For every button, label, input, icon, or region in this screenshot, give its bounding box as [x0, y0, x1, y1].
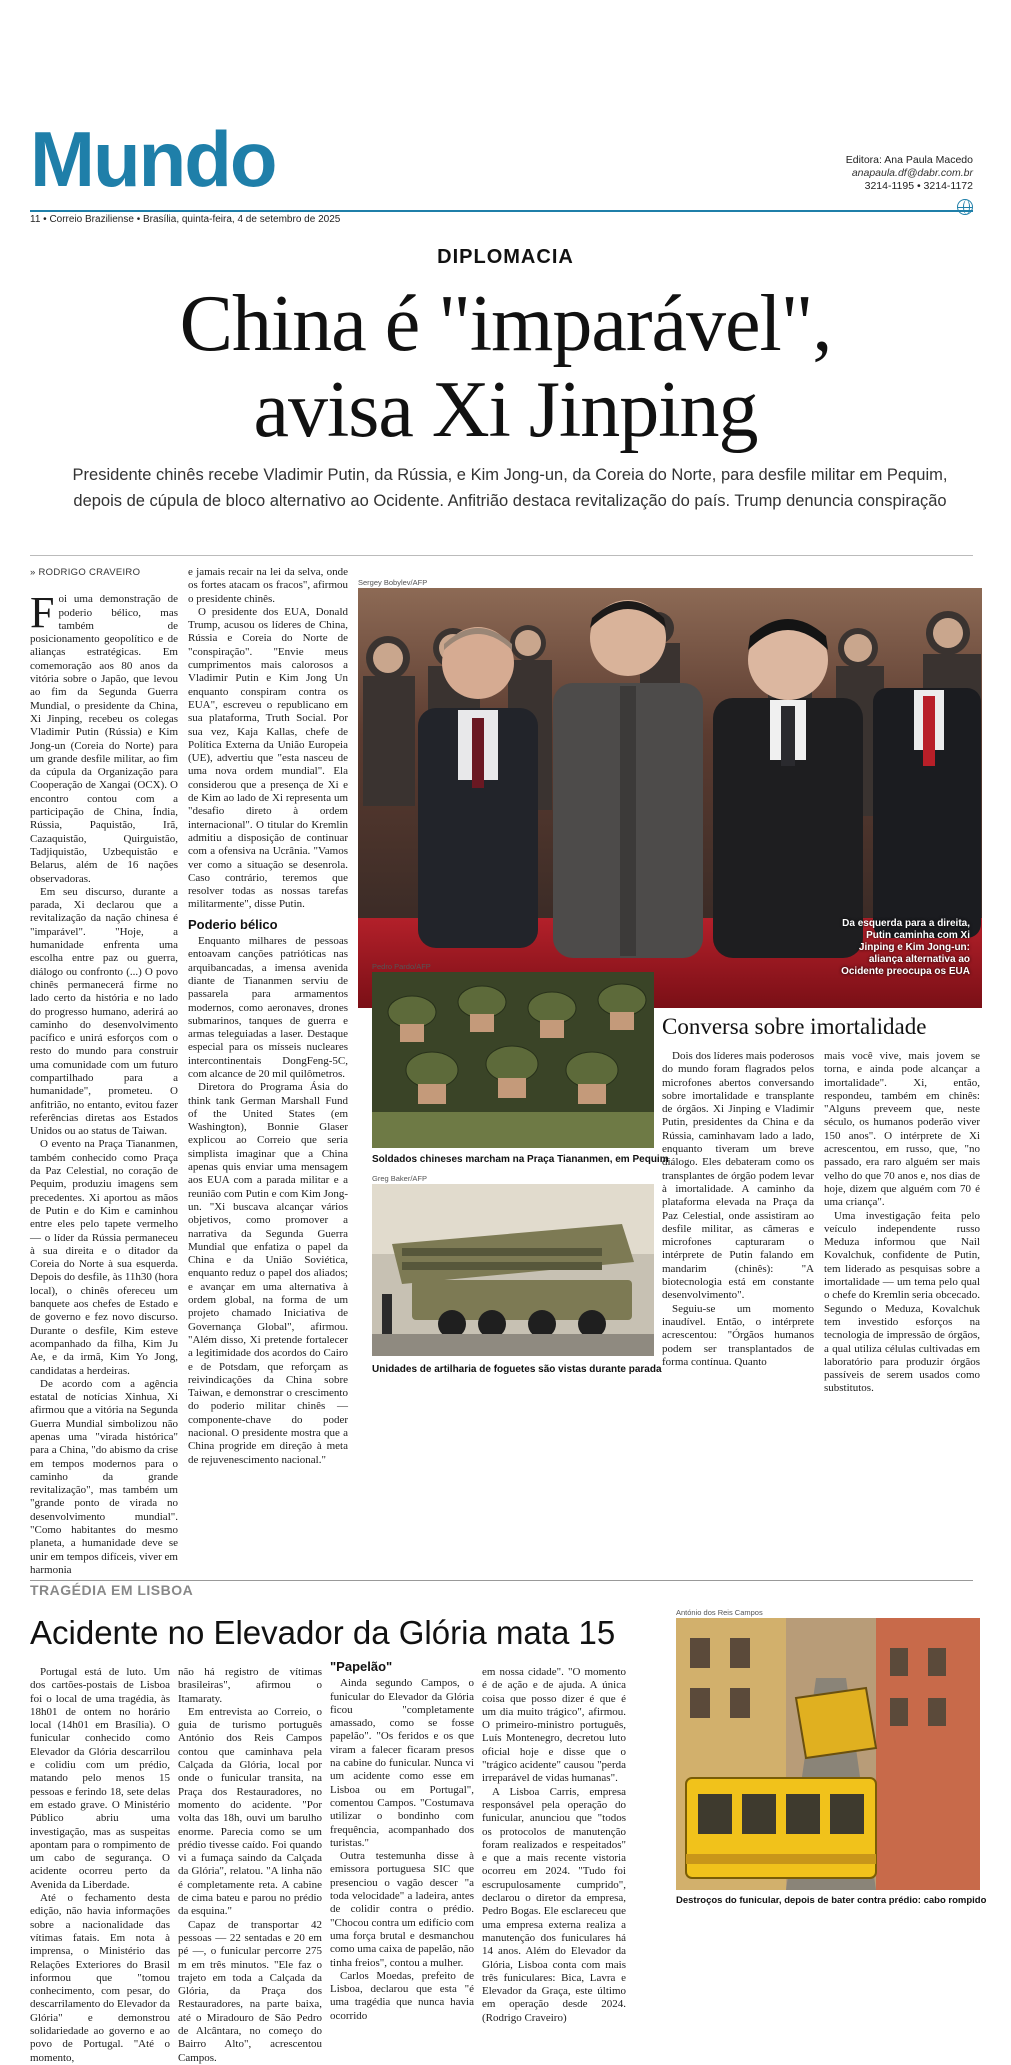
artillery-image: [372, 1184, 654, 1356]
headline: [0, 280, 1011, 454]
byline: » RODRIGO CRAVEIRO: [30, 567, 141, 578]
deck-line2: depois de cúpula de bloco alternativo ao Ocidente. Anfitrião destaca revitalização do país. Trump denuncia conspiração: [73, 492, 947, 510]
headline-line1: China é "imparável",: [179, 280, 832, 368]
paragraph: De acordo com a agência estatal de notícias Xinhua, Xi afirmou que a vitória na Segunda Guerra Mundial simbolizou não apenas uma "virada histórica" para a China, "do abismo da crise em tempos modernos para o caminho da grande revitalização", mas também um "grande ponto de virada no desenvolvimento mundial". "Como habitantes do mesmo planeta, a humanidade deve se unir em tempos difíceis, viver em harmonia: [30, 1377, 178, 1576]
paragraph: Foi uma demonstração de poderio bélico, mas também de posicionamento geopolítico e de alianças estratégicas. Em comemoração aos 80 anos da vitória sobre o Japão, que levou ao fim da Segunda Guerra Mundial, o presidente da China, Xi Jinping, recebeu os colegas Vladimir Putin (Rússia) e Kim Jong-un (Coreia do Norte) para um grande desfile militar, ao fim da cúpula da Organização para Cooperação de Xangai (OCX). O encontro contou com a participação de China, Índia, Rússia, Paquistão, Irã, Cazaquistão, Quirguistão, Tadjiquistão, Uzbequistão e Belarus, além de 16 nações observadoras.: [30, 588, 178, 885]
dateline: 11 • Correio Braziliense • Brasília, quinta-feira, 4 de setembro de 2025: [30, 214, 341, 225]
paragraph: Portugal está de luto. Um dos cartões-postais de Lisboa foi o local de uma tragédia, às 18h01 de ontem no horário local (14h01 em Brasília). O funicular conhecido como Elevador da Glória descarrilou e colidiu com um prédio, matando pelo menos 15 pessoas e ferindo 18, sete delas em estado grave. O Ministério Público abriu uma investigação, mas as suspeitas apontam para o rompimento de um cabo de segurança. O acidente ocorreu perto da Avenida da Liberdade.: [30, 1666, 170, 1891]
artillery-caption: Unidades de artilharia de foguetes são vistas durante parada: [372, 1364, 662, 1375]
kicker: DIPLOMACIA: [437, 246, 574, 268]
paragraph: Até o fechamento desta edição, não havia informações sobre a nacionalidade das vítimas fatais. Em nota à imprensa, o Ministério das Relações Exteriores do Brasil informou que "tomou conhecimento, com pesar, do descarrilamento do Elevador da Glória" e demonstrou solidariedade ao governo e ao povo de Portugal. "Até o momento,: [30, 1892, 170, 2064]
deck-line1: Presidente chinês recebe Vladimir Putin, da Rússia, e Kim Jong-un, da Coreia do Norte, para desfile militar em Pequim,: [72, 466, 948, 484]
section-label: TRAGÉDIA EM LISBOA: [30, 1582, 201, 1598]
article-column-1: [30, 566, 178, 1577]
editor-email[interactable]: anapaula.df@dabr.com.br: [851, 167, 973, 179]
drop-cap: F: [30, 588, 55, 638]
deck-rule: [30, 555, 973, 556]
caption-line: Da esquerda para a direita,: [842, 918, 970, 929]
paragraph: Ainda segundo Campos, o funicular do Elevador da Glória ficou "completamente amassado, como se fosse papelão". "Os feridos e os que viram a falecer ficaram presos na cabine do funicular. Nunca vi um acidente como esse em Lisboa ou em Portugal", comentou Campos. "Costumava utilizar o bondinho com frequência, acompanhado dos turistas.": [330, 1677, 474, 1849]
subhead-poderio: Poderio bélico: [188, 916, 278, 932]
caption-line: aliança alternativa ao: [868, 954, 970, 965]
artillery-photo-credit: Greg Baker/AFP: [372, 1174, 428, 1183]
caption-line: Putin caminha com Xi: [866, 930, 970, 941]
paragraph: Dois dos líderes mais poderosos do mundo foram flagrados pelos microfones abertos conversando sobre imortalidade e transplante de órgãos. Xi Jinping e Vladimir Putin, presidentes da China e da Rússia, caminhavam lado a lado, enquanto tiveram um breve diálogo. Eles debateram como os transplantes de órgão podem levar à imortalidade. A caminho da plataforma elevada na Praça da Paz Celestial, onde assistiram ao desfile militar, as câmeras e microfones capturaram o intérprete de Putin falando em mandarim (chinês): "A biotecnologia está em constante desenvolvimento".: [662, 1050, 814, 1302]
side-column-b: [824, 1050, 980, 1396]
lisboa-headline: Acidente no Elevador da Glória mata 15: [30, 1614, 616, 1651]
paragraph: mais você vive, mais jovem se torna, e ainda pode alcançar a imortalidade". Xi, então, respondeu, também em chinês: "Alguns preveem que, neste século, os humanos poderão viver 150 anos". O intérprete de Xi acrescentou, em russo, que, "no passado, era raro alguém ser mais velho do que 70 anos e, nos dias de hoje, dizem que alguém com 70 é uma criança".: [824, 1050, 980, 1209]
soldiers-photo-credit: Pedro Pardo/AFP: [372, 962, 431, 971]
lisboa-photo-credit: António dos Reis Campos: [676, 1608, 763, 1617]
paragraph: Diretora do Programa Ásia do think tank German Marshall Fund of the United States (em Washington), Bonnie Glaser explicou ao Correio que seria simplista imaginar que a China apenas quis enviar uma mensagem aos EUA com a parada militar e a reunião com Putin e com Kim Jong-un. "Xi buscava alcançar vários objetivos, como promover a narrativa da Segunda Guerra Mundial que enfatiza o papel da China e da União Soviética, enquanto reduz o papel dos aliados; e avançar em uma alternativa à ordem global, na forma de um projeto chamado Iniciativa de Governança Global", afirmou. "Além disso, Xi pretende fortalecer a legitimidade dos acordos do Cairo e de Potsdam, que reforçam as reivindicações da China sobre Taiwan, e demonstrar o crescimento do poderio militar chinês — componente-chave do poder nacional. O presidente mostra que a China progride em direção à meta de rejuvenescimento nacional.": [188, 1081, 348, 1466]
paragraph: Uma investigação feita pelo veículo independente russo Meduza informou que Nail Kovalchuk, confidente de Putin, tem liderado as pesquisas sobre a imortalidade — um tema pelo qual o chefe do Kremlin seria obcecado. Segundo o Meduza, Kovalchuk tem investido esforços na tecnologia de impressão de órgãos, a qual utiliza células cultivadas em laboratório para produzir órgãos passíveis de serem usados como substitutos.: [824, 1209, 980, 1395]
paragraph: e jamais recair na lei da selva, onde os fortes atacam os fracos", afirmou o presidente chinês.: [188, 566, 348, 605]
article-column-2: [188, 566, 348, 1467]
soldiers-image: [372, 972, 654, 1148]
paragraph: Outra testemunha disse à emissora portuguesa SIC que presenciou o vagão descer "a toda velocidade" a ladeira, antes de colidir contra o prédio. "Chocou contra um edifício com uma força brutal e desmanchou como uma caixa de papelão, não tinha freios", contou a mulher.: [330, 1850, 474, 1969]
paragraph: O presidente dos EUA, Donald Trump, acusou os líderes de China, Rússia e Coreia do Norte de "conspiração". "Envie meus cumprimentos mais calorosos a Vladimir Putin e Kim Jong Un enquanto conspiram contra os EUA", escreveu o republicano em sua plataforma, Truth Social. Por sua vez, Kaja Kallas, chefe de Política Externa da União Europeia (UE), advertiu que "esta nasceu de uma nova ordem mundial". Ela considerou que a presença de Xi e de Kim ao lado de Xi representa um "desafio direto à ordem internacional". O titular do Kremlin admitiu a disposição de continuar com a ofensiva na Ucrânia. "Vamos ver como a situação se desenrola. Caso contrário, teremos que resolver todas as nossas tarefas militarmente", disse Putin.: [188, 605, 348, 911]
globe-icon: [957, 199, 973, 215]
section-title: Mundo: [30, 115, 276, 203]
header-rule: [30, 210, 973, 212]
paragraph: Enquanto milhares de pessoas entoavam canções patrióticas nas arquibancadas, a imensa avenida diante de Tiananmen serviu de passarela para armamentos modernos, como aeronaves, drones submarinos, tanques de guerra e armas teleguiadas a laser. Destaque especial para os mísseis nucleares intercontinentais DongFeng-5C, com alcance de 20 mil quilômetros.: [188, 935, 348, 1080]
side-title: Conversa sobre imortalidade: [662, 1014, 927, 1039]
paragraph: não há registro de vítimas brasileiras", afirmou o Itamaraty.: [178, 1666, 322, 1705]
paragraph: Carlos Moedas, prefeito de Lisboa, declarou que esta "é uma tragédia que nunca havia ocorrido: [330, 1969, 474, 2022]
main-photo-caption: [770, 918, 970, 978]
soldiers-photo: [372, 972, 654, 1148]
lisboa-column-3: [330, 1660, 474, 2023]
lisboa-column-2: [178, 1666, 322, 2065]
deck: [40, 462, 980, 514]
paragraph: O evento na Praça Tiananmen, também conhecido como Praça da Paz Celestial, no coração de Pequim, produziu imagens sem precedentes. Xi aportou as mãos de Putin e do Kim e caminhou entre eles pelo tapete vermelho — o líder da Rússia permaneceu à sua direita e o ditador da Coreia do Norte à sua esquerda. Depois do desfile, às 11h30 (hora local), o chinês ofereceu um banquete aos chefes de Estado e de governo e fez novo discurso. Durante o desfile, Kim esteve acompanhado da filha, Kim Ju Ae, e da irmã, Kim Yo Jong, candidatas a herdeiras.: [30, 1138, 178, 1377]
paragraph: Em seu discurso, durante a parada, Xi declarou que a revitalização da nação chinesa é "imparável". "Hoje, a humanidade enfrenta uma escolha entre paz ou guerra, diálogo ou confronto (...) O povo chinês permanecerá firme no lado certo da história e no lado do progresso humano, aderirá ao caminho do desenvolvimento pacífico e unirá esforços com o resto do mundo para construir uma comunidade com um futuro compartilhado para a humanidade", prometeu. O anfitrião, no entanto, evitou fazer referências diretas aos Estados Unidos ou ao status de Taiwan.: [30, 885, 178, 1138]
lisboa-photo: [676, 1618, 980, 1890]
artillery-photo: [372, 1184, 654, 1356]
paragraph: Em entrevista ao Correio, o guia de turismo português António dos Reis Campos contou que caminhava pela Calçada da Glória, local por onde o funicular transita, na Praça dos Restauradores, no momento do acidente. "Por volta das 18h, ouvi um barulho enorme. Parecia como se um prédio tivesse caído. Foi quando vi a fumaça saindo da Calçada da Glória", relatou. "A linha não é completamente reta. A cabine de cima bateu e parou no prédio da esquina.": [178, 1705, 322, 1918]
editor-phones: 3214-1195 • 3214-1172: [864, 180, 973, 192]
lisboa-caption: Destroços do funicular, depois de bater contra prédio: cabo rompido: [676, 1895, 987, 1906]
paragraph: A Lisboa Carris, empresa responsável pela operação do funicular, anunciou que "todos os protocolos de manutenção foram realizados e respeitados" e que a mais recente vistoria ocorreu em 2024. "Tudo foi escrupulosamente cumprido", declarou o diretor da empresa, Pedro Bogas. Ele esclareceu que uma empresa externa realiza a manutenção dos funiculares há 14 anos. Além do Elevador da Glória, Lisboa conta com mais três funiculares: Bica, Lavra e Elevador da Graça, este último em operação desde 2024. (Rodrigo Craveiro): [482, 1785, 626, 2024]
editor-info: [846, 154, 973, 193]
paragraph: Capaz de transportar 42 pessoas — 22 sentadas e 20 em pé —, o funicular percorre 275 m em três minutos. "Ele faz o trajeto em toda a Calçada da Glória, da Praça dos Restauradores, na parte baixa, até o Miradouro de São Pedro de Alcântara, no começo do Bairro Alto", acrescentou Campos.: [178, 1918, 322, 2064]
caption-line: Ocidente preocupa os EUA: [841, 966, 970, 977]
side-column-a: [662, 1050, 814, 1369]
lisboa-column-1: [30, 1666, 170, 2065]
soldiers-caption: Soldados chineses marcham na Praça Tiananmen, em Pequim: [372, 1154, 669, 1165]
subhead-papelao: "Papelão": [330, 1659, 393, 1674]
photo-credit: Sergey Bobylev/AFP: [358, 578, 428, 587]
editor-label: Editora: Ana Paula Macedo: [845, 154, 973, 166]
headline-line2: avisa Xi Jinping: [253, 366, 758, 454]
funicular-image: [676, 1618, 980, 1890]
caption-line: Jinping e Kim Jong-un:: [858, 942, 970, 953]
lisboa-column-4: [482, 1666, 626, 2025]
section-rule: [30, 1580, 973, 1581]
paragraph: Seguiu-se um momento inaudível. Então, o intérprete acrescentou: "Órgãos humanos podem ser transplantados de forma contínua. Quanto: [662, 1302, 814, 1368]
paragraph: em nossa cidade". "O momento é de ação e de ajuda. A única coisa que posso dizer é que é um dia muito trágico", afirmou. O primeiro-ministro português, Luís Montenegro, decretou luto oficial hoje e disse que o "trágico acidente" causou "perda irreparável de vidas humanas".: [482, 1666, 626, 1785]
